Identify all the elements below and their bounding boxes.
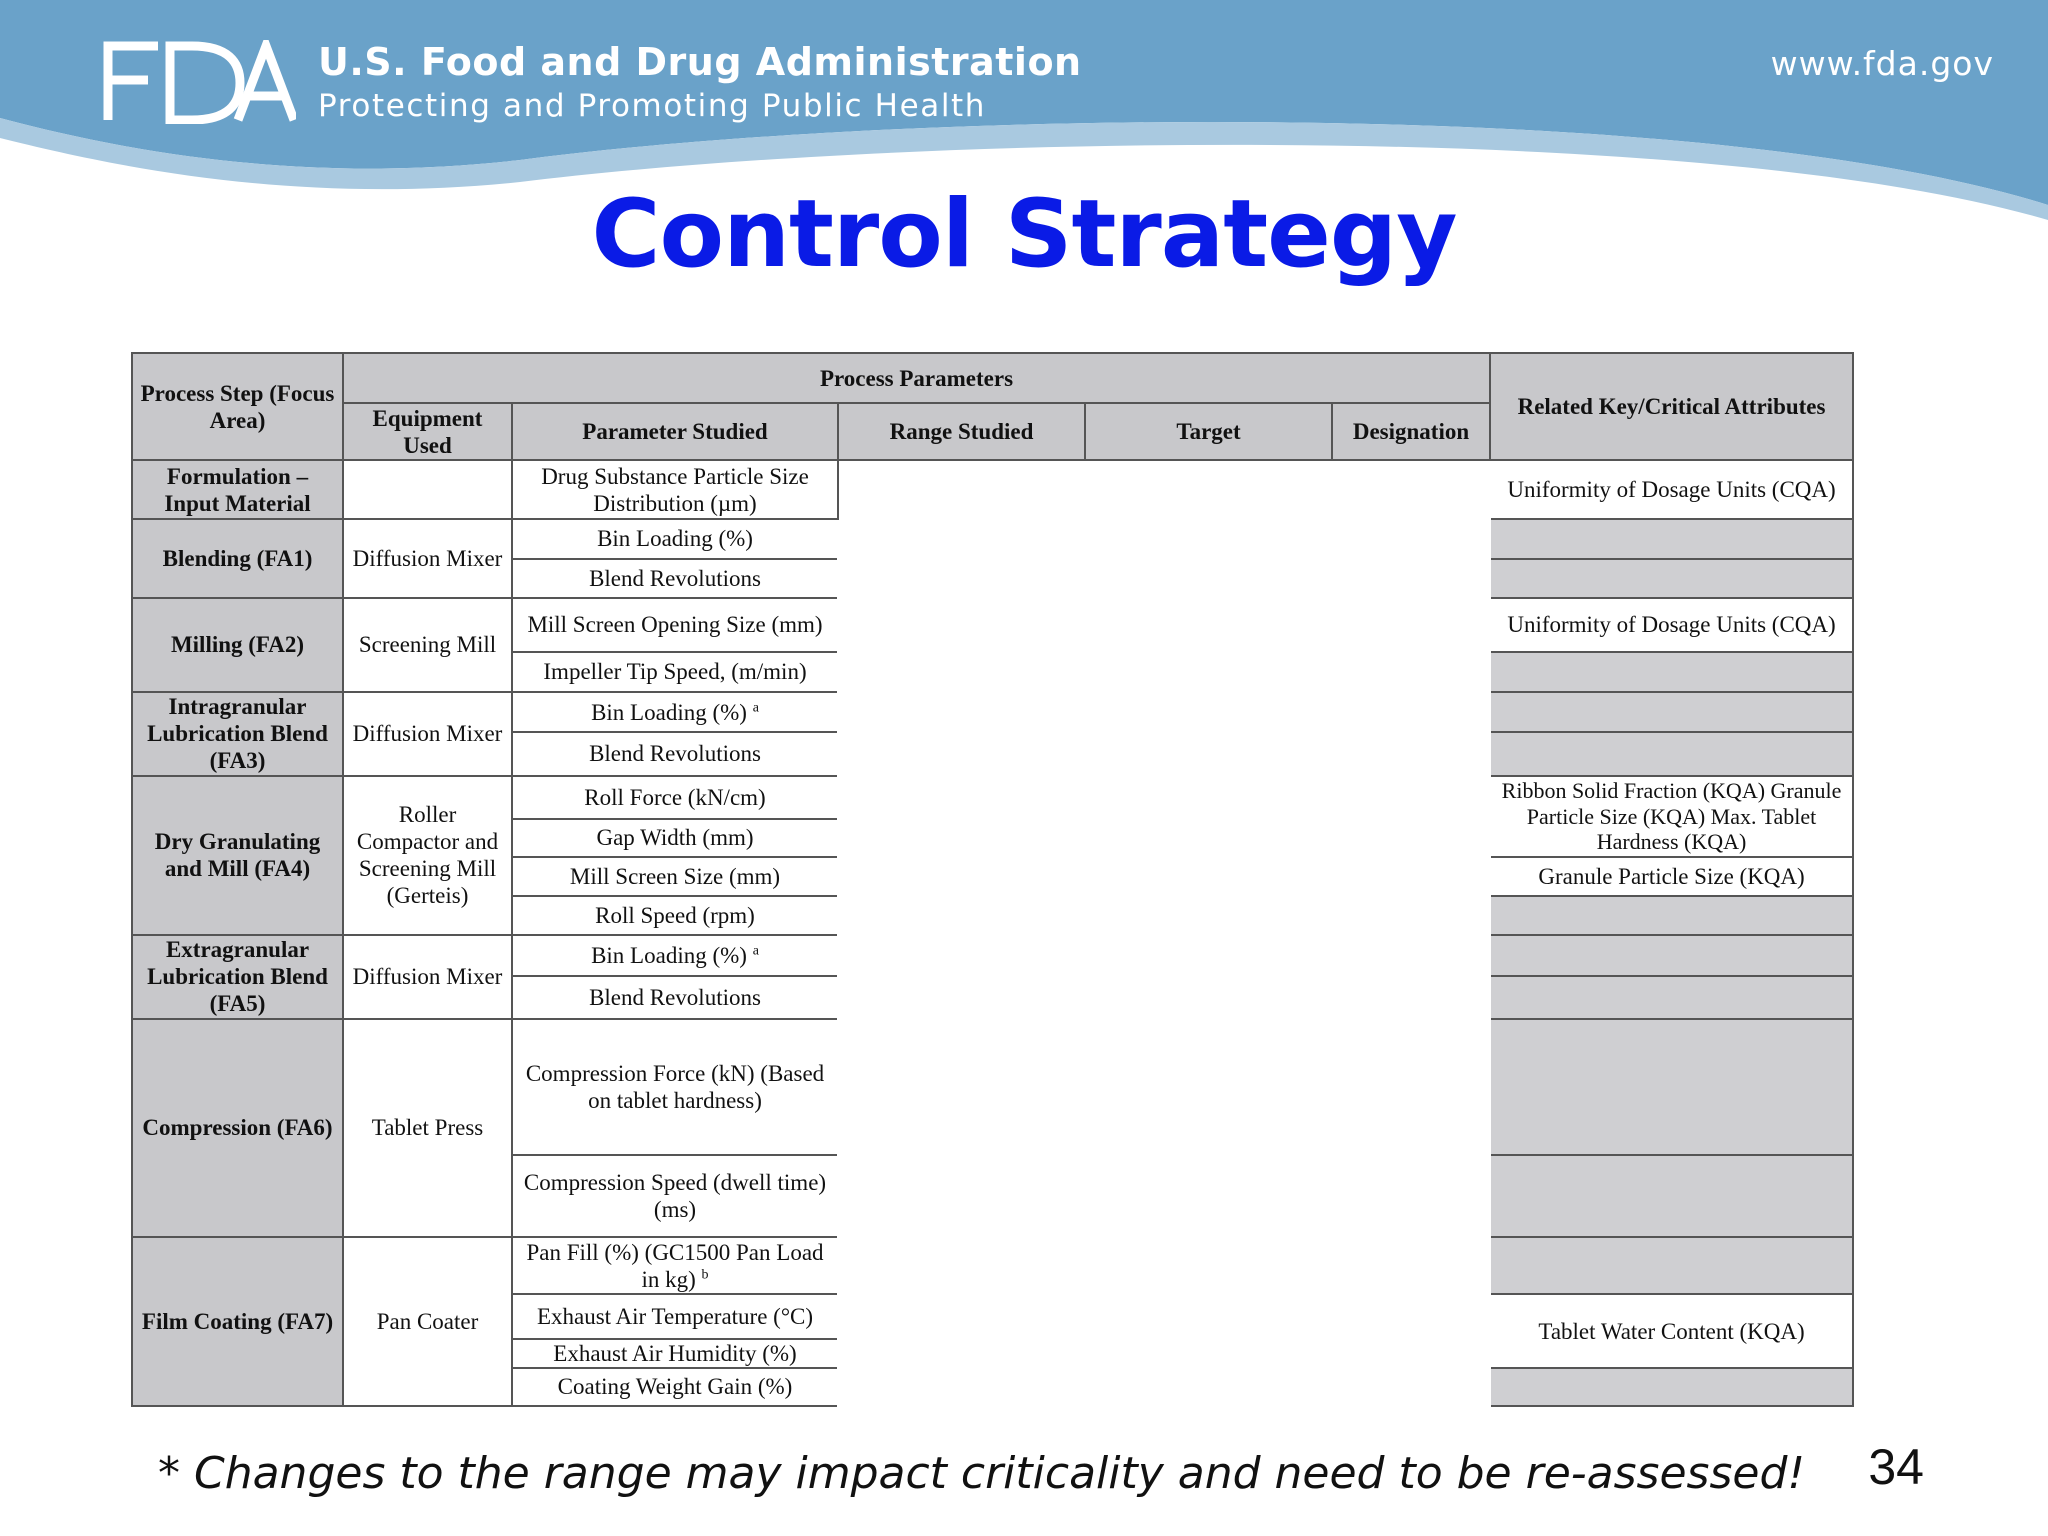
- attribute-cell: Uniformity of Dosage Units (CQA): [1490, 460, 1853, 519]
- equipment-cell: Diffusion Mixer: [343, 935, 512, 1019]
- attribute-cell: [1490, 896, 1853, 935]
- parameter-cell: Bin Loading (%): [512, 519, 838, 558]
- parameter-cell: Blend Revolutions: [512, 559, 838, 598]
- footnote-marker: b: [701, 1267, 709, 1283]
- process-step-cell: Milling (FA2): [132, 598, 343, 692]
- attribute-cell: Tablet Water Content (KQA): [1490, 1294, 1853, 1367]
- parameter-cell: Roll Force (kN/cm): [512, 776, 838, 819]
- process-step-cell: Intragranular Lubrication Blend (FA3): [132, 692, 343, 776]
- parameter-cell: Compression Speed (dwell time) (ms): [512, 1155, 838, 1237]
- header-process-step: Process Step (Focus Area): [132, 353, 343, 460]
- parameter-text: Bin Loading (%): [591, 699, 747, 725]
- agency-name: U.S. Food and Drug Administration: [318, 40, 1082, 84]
- parameter-cell: [512, 692, 838, 732]
- process-step-cell: Film Coating (FA7): [132, 1237, 343, 1406]
- header-range-studied: Range Studied: [838, 403, 1085, 460]
- parameter-cell: Impeller Tip Speed, (m/min): [512, 652, 838, 692]
- equipment-cell: Roller Compactor and Screening Mill (Gerteis): [343, 776, 512, 935]
- process-step-cell: Blending (FA1): [132, 519, 343, 597]
- equipment-cell: Diffusion Mixer: [343, 692, 512, 776]
- parameter-cell: Blend Revolutions: [512, 976, 838, 1018]
- attribute-cell: [1490, 519, 1853, 558]
- header-designation: Designation: [1332, 403, 1490, 460]
- attribute-cell: [1490, 976, 1853, 1018]
- slide-title: Control Strategy: [591, 180, 1457, 289]
- table-row: [132, 460, 1853, 519]
- fda-logo-icon: [100, 40, 296, 124]
- parameter-cell: Exhaust Air Humidity (%): [512, 1339, 838, 1368]
- parameter-cell: Mill Screen Size (mm): [512, 857, 838, 896]
- parameter-cell: [512, 1237, 838, 1294]
- page-number: 34: [1868, 1439, 1924, 1495]
- header-related-attributes: Related Key/Critical Attributes: [1490, 353, 1853, 460]
- control-strategy-table-wrapper: [131, 352, 1852, 1407]
- footnote-marker: a: [752, 943, 759, 959]
- parameter-cell: Gap Width (mm): [512, 819, 838, 857]
- equipment-cell: Pan Coater: [343, 1237, 512, 1406]
- attribute-cell: [1490, 1237, 1853, 1294]
- parameter-text: Pan Fill (%) (GC1500 Pan Load in kg): [526, 1239, 824, 1292]
- parameter-cell: [512, 935, 838, 976]
- header-equipment-used: Equipment Used: [343, 403, 512, 460]
- equipment-cell: Screening Mill: [343, 598, 512, 692]
- header-target: Target: [1085, 403, 1332, 460]
- attribute-cell: Uniformity of Dosage Units (CQA): [1490, 598, 1853, 652]
- slide-footnote: * Changes to the range may impact criticality and need to be re-assessed!: [158, 1448, 1806, 1499]
- attribute-cell: [1490, 692, 1853, 732]
- table-header-row: [132, 353, 1853, 403]
- process-step-cell: Compression (FA6): [132, 1019, 343, 1238]
- attribute-cell: Ribbon Solid Fraction (KQA) Granule Particle Size (KQA) Max. Tablet Hardness (KQA): [1490, 776, 1853, 857]
- attribute-cell: [1490, 1155, 1853, 1237]
- parameter-cell: Coating Weight Gain (%): [512, 1368, 838, 1406]
- attribute-cell: [1490, 652, 1853, 692]
- process-step-cell: Formulation – Input Material: [132, 460, 343, 519]
- process-step-cell: Dry Granulating and Mill (FA4): [132, 776, 343, 935]
- redacted-area: [838, 460, 1490, 1406]
- attribute-cell: [1490, 732, 1853, 775]
- header-process-parameters: Process Parameters: [343, 353, 1490, 403]
- parameter-cell: Drug Substance Particle Size Distribution (µm): [512, 460, 838, 519]
- attribute-cell: Granule Particle Size (KQA): [1490, 857, 1853, 896]
- equipment-cell: [343, 460, 512, 519]
- footnote-marker: a: [752, 699, 759, 715]
- attribute-cell: [1490, 559, 1853, 598]
- control-strategy-table: [131, 352, 1854, 1407]
- site-url[interactable]: www.fda.gov: [1770, 44, 1994, 83]
- parameter-cell: Exhaust Air Temperature (°C): [512, 1294, 838, 1338]
- parameter-text: Bin Loading (%): [591, 943, 747, 969]
- agency-tagline: Protecting and Promoting Public Health: [318, 88, 987, 124]
- equipment-cell: Diffusion Mixer: [343, 519, 512, 597]
- attribute-cell: [1490, 1368, 1853, 1406]
- parameter-cell: Compression Force (kN) (Based on tablet hardness): [512, 1019, 838, 1155]
- process-step-cell: Extragranular Lubrication Blend (FA5): [132, 935, 343, 1019]
- parameter-cell: Blend Revolutions: [512, 732, 838, 775]
- parameter-cell: Roll Speed (rpm): [512, 896, 838, 935]
- header-parameter-studied: Parameter Studied: [512, 403, 838, 460]
- parameter-cell: Mill Screen Opening Size (mm): [512, 598, 838, 652]
- equipment-cell: Tablet Press: [343, 1019, 512, 1238]
- attribute-cell: [1490, 935, 1853, 976]
- attribute-cell: [1490, 1019, 1853, 1155]
